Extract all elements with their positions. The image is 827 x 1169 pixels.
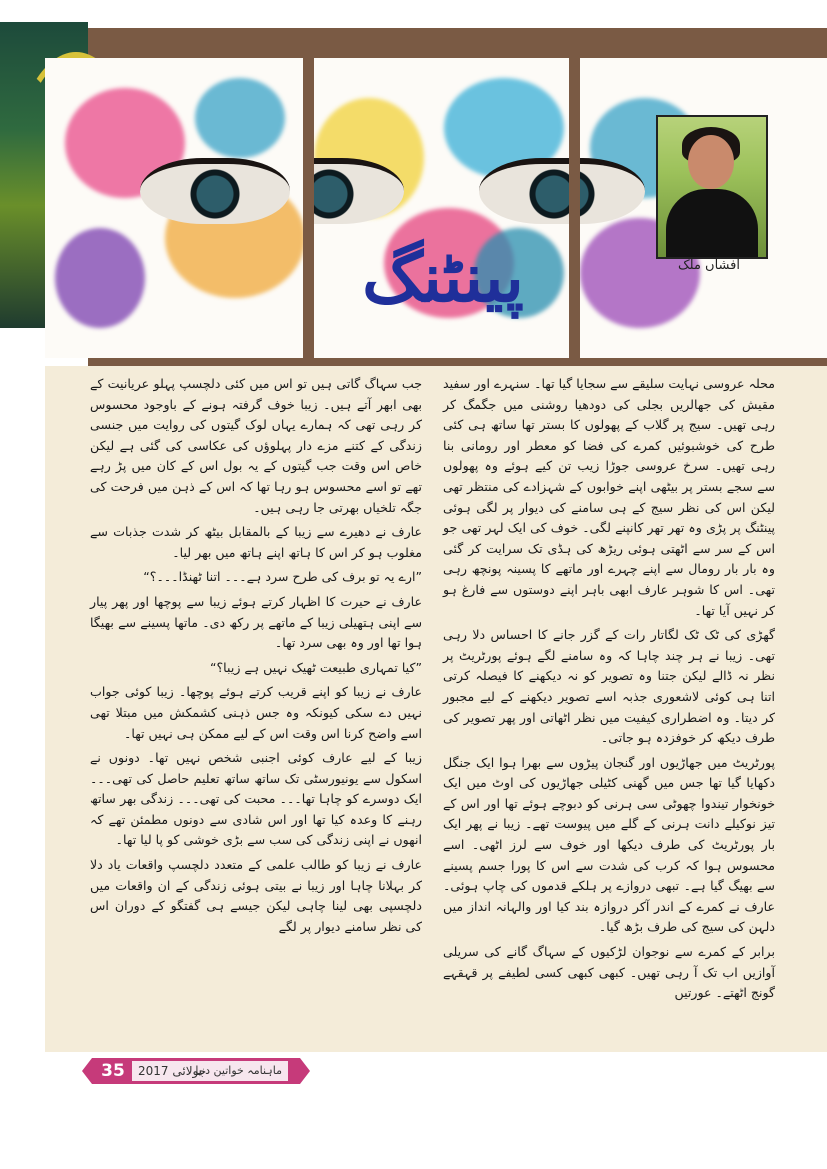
paragraph: ”کیا تمہاری طبیعت ٹھیک نہیں ہے زیبا؟“ (209, 659, 422, 675)
paragraph: عارف نے حیرت کا اظہار کرتے ہوئے زیبا سے پوچھا اور پھر پیار سے اپنی ہتھیلی زیبا کے ماتھے پر رکھ دی۔ ماتھا پسینے سے بھیگا ہوا تھا اور وہ بھی سرد تھا۔ (90, 593, 422, 651)
author-name: افشاں ملک (678, 258, 740, 273)
footer-arrow-right (300, 1058, 310, 1084)
author-face (688, 135, 734, 189)
page-number: 35 (101, 1061, 125, 1081)
paragraph: عارف نے دھیرے سے زیبا کے بالمقابل بیٹھ کر شدت جذبات سے مغلوب ہو کر اس کا ہاتھ اپنے ہاتھ میں بھر لیا۔ (90, 524, 422, 560)
painting-panel-left (45, 58, 303, 358)
paragraph: عارف نے زیبا کو طالب علمی کے متعدد دلچسپ واقعات یاد دلا کر بہلانا چاہا اور زیبا نے بیتی ہوئی زندگی کے ان واقعات میں دلچسپی بھی لینا چاہی لیکن جیسے ہی گفتگو کے دوران اس کی نظر سامنے دیوار پر لگے (90, 857, 422, 934)
paragraph: ”ارے یہ تو برف کی طرح سرد ہے۔۔۔ اتنا ٹھنڈا۔۔۔؟“ (143, 569, 422, 585)
issue-date: جولائی 2017 (138, 1064, 207, 1078)
paragraph: برابر کے کمرے سے نوجوان لڑکیوں کے سہاگ گانے کی سریلی آوازیں اب تک آ رہی تھیں۔ کبھی کبھی کسی لطیفے پر قہقہے گونج اٹھتے۔ عورتیں (443, 944, 775, 1001)
paint-splash (55, 228, 145, 328)
paragraph: پورٹریٹ میں جھاڑیوں اور گنجان پیڑوں سے بھرا ہوا ایک جنگل دکھایا گیا تھا جس میں گھنی کٹیلی جھاڑیوں کی اوٹ میں ایک خونخوار تیندوا چھوٹی سی ہرنی کو دبوچے ہوئے تھا اور اس کے تیز نوکیلے دانت ہرنی کے گلے میں پیوست تھے۔ زیبا نے پھر ایک بار پورٹریٹ کی طرف دیکھا اور خوف سے لرز اٹھی۔ اسے محسوس ہوا کہ کرب کی شدت سے اس کا پورا جسم پسینے سے بھیگ گیا ہے۔ تبھی دروازے پر ہلکے قدموں کی چاپ ہوئی۔ عارف نے کمرے کے اندر آکر دروازہ بند کیا اور والہانہ انداز میں دلہن کی سیج کی طرف بڑھ گیا۔ (443, 754, 775, 935)
text-column-right (443, 374, 775, 1008)
author-body (666, 189, 758, 259)
footer-label (132, 1061, 288, 1081)
story-title: پینٹنگ (362, 238, 524, 318)
painted-eye (140, 158, 290, 224)
paragraph: عارف نے زیبا کو اپنے قریب کرتے ہوئے پوچھا۔ زیبا کوئی جواب نہیں دے سکی کیونکہ وہ جس ذہنی کشمکش میں مبتلا تھی اسے واضح کرنا اس وقت اس کے لیے ممکن ہی نہیں تھا۔ (90, 684, 422, 741)
paragraph: محلہ عروسی نہایت سلیقے سے سجایا گیا تھا۔ سنہرے اور سفید مقیش کی جھالریں بجلی کی دودھیا روشنی میں جگمگ کر رہی تھیں۔ سیج پر گلاب کے پھولوں کا بستر تھا ساتھ ہی کئی طرح کی خوشبوئیں کمرے کی فضا کو معطر اور رومانی بنا رہی تھیں۔ سرخ عروسی جوڑا زیب تن کیے ہوئے وہ پھولوں سے سجے بستر پر بیٹھی اپنے خوابوں کے شہزادے کی منتظر تھی لیکن اس کی نظر سیج کے ہی سامنے کی دیوار پر لگی ہوئی پینٹنگ پر پڑی وہ تھر تھر کانپنے لگی۔ خوف کی ایک لہر تھی جو اس کے سر سے اٹھتی ہوئی ریڑھ کی ہڈی تک سرایت کر گئی وہ بار بار رومال سے اپنے چہرے اور ماتھے کا پسینہ پونچھ رہی تھی۔ اس کا شوہر عارف ابھی باہر اپنے دوستوں سے فارغ ہو کر نہیں آیا تھا۔ (443, 376, 775, 618)
paragraph: گھڑی کی ٹک ٹک لگاتار رات کے گزر جانے کا احساس دلا رہی تھی۔ زیبا نے ہر چند چاہا کہ وہ سامنے لگے ہوئے پورٹریٹ پر نظر نہ ڈالے لیکن جتنا وہ تصویر کو نہ دیکھنے کا فیصلہ کرتی اتنا ہی کوئی لاشعوری جذبہ اسے تصویر دیکھنے کے لیے مجبور کر دیتا۔ وہ اضطراری کیفیت میں نظر اٹھاتی اور پھر تصویر کی طرف دیکھ کر خوفزدہ ہو جاتی۔ (443, 627, 775, 746)
page-footer (92, 1058, 300, 1084)
paint-splash (195, 78, 285, 158)
author-photo (656, 115, 768, 259)
paragraph: زیبا کے لیے عارف کوئی اجنبی شخص نہیں تھا۔ دونوں نے اسکول سے یونیورسٹی تک ساتھ ساتھ تعلیم حاصل کی تھی۔۔۔ ایک دوسرے کو چاہا تھا۔۔۔ محبت کی تھی۔۔۔ زندگی بھر ساتھ رہنے کا وعدہ کیا تھا اور اس شادی سے دونوں مطمئن تھے کہ انھوں نے اپنی زندگی کی سب سے بڑی خوشی کو پا لیا تھا۔ (90, 750, 422, 848)
paragraph: جب سہاگ گاتی ہیں تو اس میں کئی دلچسپ پہلو عریانیت کے بھی ابھر آتے ہیں۔ زیبا خوف گرفتہ ہونے کے باوجود محسوس کر رہی تھی کہ ہمارے یہاں لوک گیتوں کی روایت میں جنسی زندگی کے کتنے مزے دار پہلوؤں کی عکاسی کی گئی ہے لیکن خاص اس وقت جب گیتوں کے یہ بول اس کے کان میں پڑ رہے تھے تو اسے محسوس ہو رہا تھا کہ اس کے ذہن میں فرحت کی جگہ تلخیاں بھرتی جا رہی ہیں۔ (90, 376, 422, 515)
text-column-left (90, 374, 422, 941)
magazine-name: ماہنامہ خواتین دنیا (195, 1064, 282, 1077)
footer-arrow-left (82, 1058, 92, 1084)
